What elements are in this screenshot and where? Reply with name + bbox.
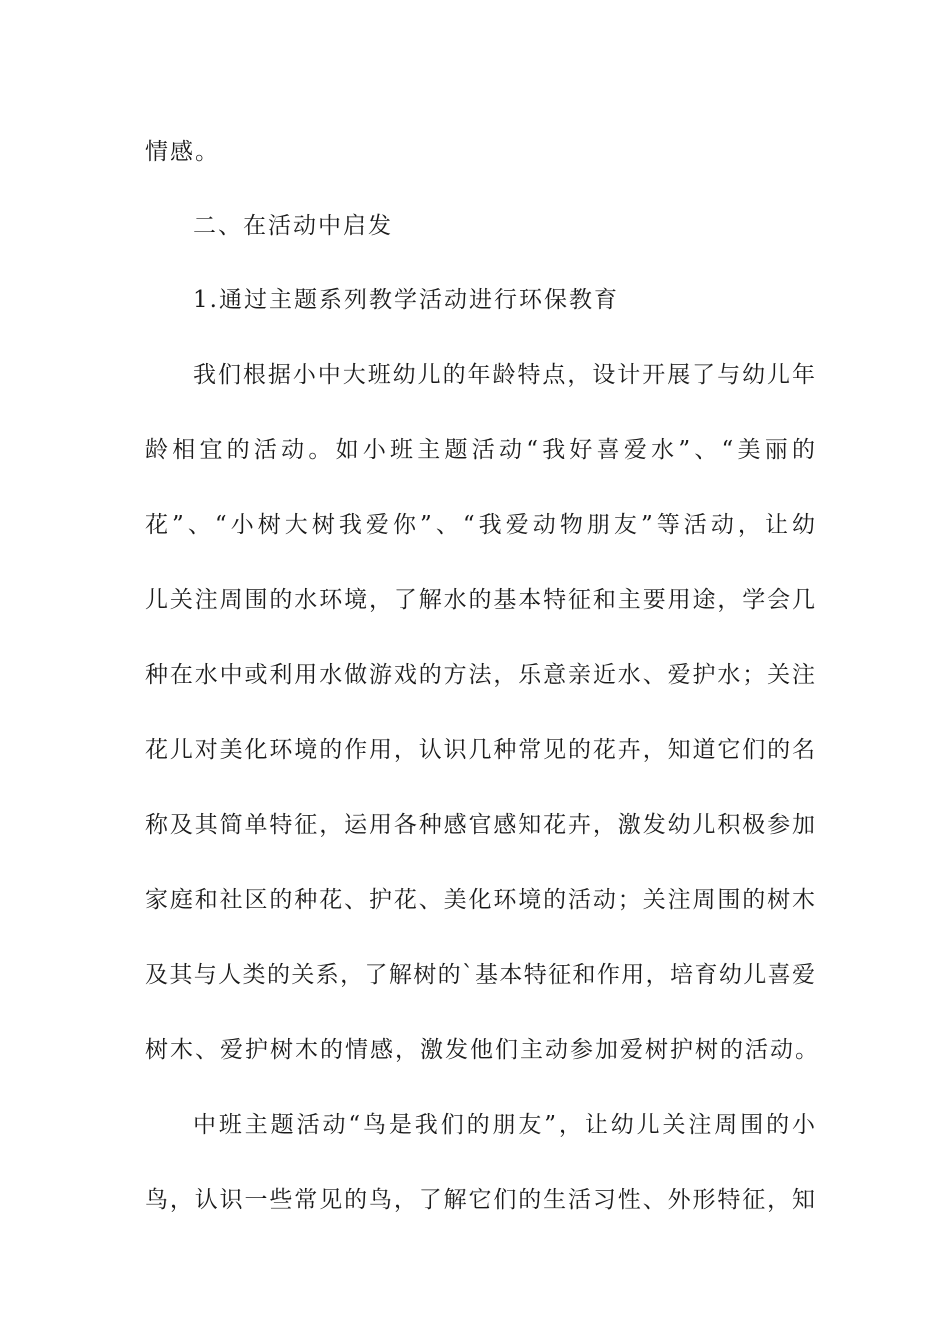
- paragraph-line: 鸟，认识一些常见的鸟，了解它们的生活习性、外形特征，知: [145, 1187, 815, 1213]
- paragraph-line: 称及其简单特征，运用各种感官感知花卉，激发幼儿积极参加: [145, 812, 815, 838]
- paragraph-line: 儿关注周围的水环境，了解水的基本特征和主要用途，学会几: [145, 587, 815, 613]
- subsection-heading: 1.通过主题系列教学活动进行环保教育: [193, 287, 619, 313]
- paragraph-line: 及其与人类的关系，了解树的`基本特征和作用，培育幼儿喜爱: [145, 962, 815, 988]
- text-line: 情感。: [145, 139, 220, 165]
- paragraph-line: 花”、“小树大树我爱你”、“我爱动物朋友”等活动，让幼: [145, 512, 815, 538]
- section-heading: 二、在活动中启发: [193, 213, 393, 239]
- paragraph-line: 树木、爱护树木的情感，激发他们主动参加爱树护树的活动。: [145, 1037, 820, 1063]
- paragraph-line: 种在水中或利用水做游戏的方法，乐意亲近水、爱护水；关注: [145, 662, 815, 688]
- paragraph-line: 中班主题活动“鸟是我们的朋友”，让幼儿关注周围的小: [193, 1112, 815, 1138]
- paragraph-line: 家庭和社区的种花、护花、美化环境的活动；关注周围的树木: [145, 887, 815, 913]
- paragraph-line: 花儿对美化环境的作用，认识几种常见的花卉，知道它们的名: [145, 737, 815, 763]
- paragraph-line: 我们根据小中大班幼儿的年龄特点，设计开展了与幼儿年: [193, 362, 815, 388]
- paragraph-line: 龄相宜的活动。如小班主题活动“我好喜爱水”、“美丽的: [145, 437, 815, 463]
